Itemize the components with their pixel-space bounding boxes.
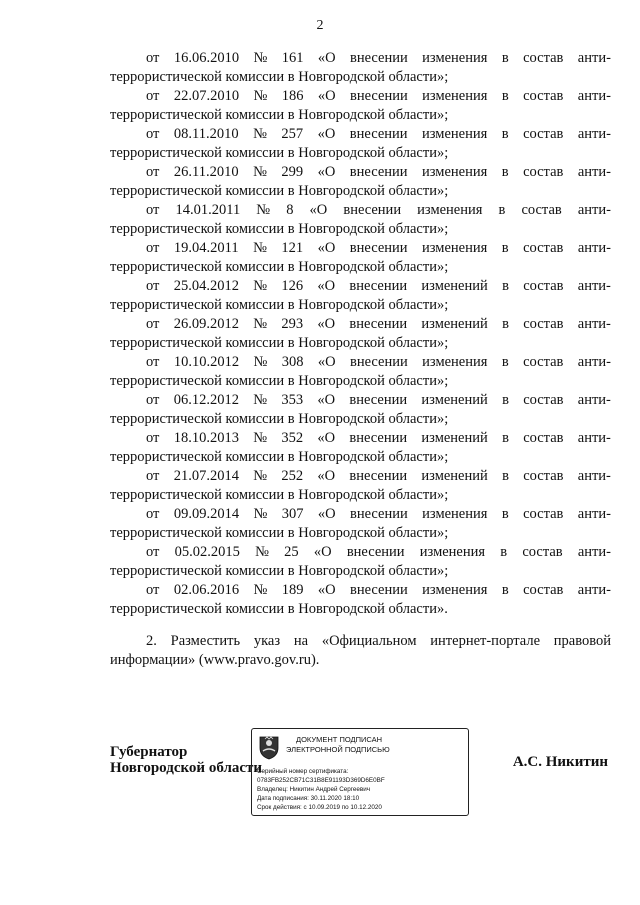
decree-word: 06.12.2012	[173, 392, 239, 408]
decree-word: 8	[286, 202, 294, 218]
decree-word: состав	[522, 544, 563, 560]
decree-word: в	[501, 50, 509, 66]
decree-word: 16.06.2010	[173, 50, 240, 66]
decree-word: изменения	[422, 582, 488, 598]
decree-word: анти-	[577, 164, 611, 180]
decree-word: в	[501, 126, 509, 142]
decree-word: анти-	[577, 506, 611, 522]
decree-entry-first-line	[110, 201, 611, 220]
decree-word: 293	[281, 316, 304, 332]
decree-entry-continuation: террористической комиссии в Новгородской области»;	[110, 221, 449, 237]
decree-word: от	[146, 582, 160, 598]
decree-entry-first-line	[110, 277, 611, 296]
decree-word: анти-	[577, 126, 611, 142]
decree-list	[110, 49, 611, 619]
stamp-cert-number: 0783FB252CB71C31B8E91193D369D6E0BF	[257, 777, 385, 784]
decree-word: в	[502, 278, 509, 294]
item-2-first-line	[110, 632, 611, 651]
item-2-word: на	[293, 633, 309, 649]
decree-word: от	[146, 392, 160, 408]
item-2-word: интернет-портале	[430, 633, 541, 649]
signer-name: А.С. Никитин	[512, 754, 608, 770]
decree-word: внесении	[349, 430, 408, 446]
decree-entry-continuation: террористической комиссии в Новгородской области»;	[110, 69, 449, 85]
decree-entry-continuation: террористической комиссии в Новгородской области»;	[110, 107, 449, 123]
item-2-word: указ	[253, 633, 281, 649]
decree-word: «О	[317, 316, 336, 332]
decree-word: внесении	[349, 164, 408, 180]
decree-entry-continuation: террористической комиссии в Новгородской области»;	[110, 259, 449, 275]
decree-word: внесении	[350, 506, 408, 522]
decree-word: 10.10.2012	[173, 354, 240, 370]
decree-word: изменения	[422, 164, 488, 180]
decree-word: 22.07.2010	[173, 88, 240, 104]
signatory-title-line2: Новгородской области	[110, 760, 263, 776]
decree-word: состав	[523, 582, 564, 598]
decree-entry	[110, 239, 611, 277]
decree-word: «О	[317, 430, 336, 446]
decree-word: 09.09.2014	[173, 506, 240, 522]
decree-entry-first-line	[110, 391, 611, 410]
decree-entry-first-line	[110, 87, 611, 106]
decree-word: состав	[523, 354, 564, 370]
decree-entry	[110, 543, 611, 581]
decree-word: в	[500, 544, 508, 560]
decree-word: в	[501, 164, 509, 180]
item-2-word: 2.	[146, 633, 157, 649]
decree-word: №	[253, 164, 267, 180]
decree-word: внесении	[350, 354, 408, 370]
decree-word: от	[146, 468, 160, 484]
decree-word: анти-	[577, 392, 611, 408]
decree-word: изменения	[422, 240, 488, 256]
decree-word: состав	[523, 316, 564, 332]
decree-word: «О	[317, 354, 336, 370]
decree-word: в	[501, 240, 509, 256]
decree-word: внесении	[350, 88, 408, 104]
decree-entry	[110, 391, 611, 429]
decree-word: 186	[281, 88, 304, 104]
decree-entry-continuation: террористической комиссии в Новгородской области»;	[110, 563, 449, 579]
decree-word: в	[501, 88, 509, 104]
decree-word: №	[256, 202, 271, 218]
decree-word: №	[253, 468, 268, 484]
decree-entry-first-line	[110, 239, 611, 258]
decree-word: 352	[281, 430, 304, 446]
decree-word: «О	[317, 392, 336, 408]
decree-word: анти-	[577, 240, 611, 256]
decree-word: «О	[317, 50, 336, 66]
decree-word: от	[146, 316, 160, 332]
decree-word: «О	[317, 278, 336, 294]
decree-word: 26.11.2010	[173, 164, 239, 180]
decree-word: «О	[317, 582, 336, 598]
decree-entry	[110, 277, 611, 315]
decree-word: «О	[317, 468, 336, 484]
decree-word: внесении	[350, 582, 408, 598]
decree-entry-first-line	[110, 315, 611, 334]
item-2-second-line: информации» (www.pravo.gov.ru).	[110, 652, 320, 668]
decree-word: анти-	[577, 354, 611, 370]
decree-entry	[110, 49, 611, 87]
decree-word: 21.07.2014	[173, 468, 239, 484]
decree-word: внесении	[349, 126, 408, 142]
decree-word: 25.04.2012	[173, 278, 239, 294]
decree-entry	[110, 467, 611, 505]
decree-word: изменения	[417, 202, 483, 218]
decree-word: «О	[309, 202, 328, 218]
decree-word: «О	[317, 506, 336, 522]
decree-word: внесении	[349, 392, 408, 408]
decree-word: 257	[281, 126, 304, 142]
decree-entry	[110, 429, 611, 467]
signatory-title-line1: Губернатор	[110, 744, 188, 760]
decree-entry-first-line	[110, 581, 611, 600]
decree-word: №	[253, 278, 268, 294]
decree-entry	[110, 353, 611, 391]
stamp-details	[257, 767, 385, 812]
stamp-cert-label: Серийный номер сертификата:	[257, 768, 349, 775]
decree-word: внесении	[349, 240, 408, 256]
decree-word: №	[253, 506, 268, 522]
decree-entry-continuation: террористической комиссии в Новгородской области»;	[110, 335, 449, 351]
decree-word: изменения	[422, 126, 488, 142]
decree-word: в	[502, 316, 509, 332]
item-2-word: правовой	[553, 633, 611, 649]
decree-word: от	[146, 50, 160, 66]
decree-entry-first-line	[110, 125, 611, 144]
decree-word: изменений	[421, 316, 488, 332]
decree-word: 308	[281, 354, 304, 370]
decree-word: состав	[523, 468, 564, 484]
decree-entry-first-line	[110, 505, 611, 524]
decree-word: от	[146, 278, 160, 294]
decree-entry-first-line	[110, 467, 611, 486]
decree-entry	[110, 315, 611, 353]
decree-word: 126	[281, 278, 304, 294]
decree-word: внесении	[349, 278, 408, 294]
decree-word: в	[501, 582, 509, 598]
decree-entry-continuation: террористической комиссии в Новгородской области»;	[110, 297, 449, 313]
decree-word: 307	[281, 506, 304, 522]
decree-word: 189	[281, 582, 304, 598]
item-2-paragraph	[110, 632, 611, 670]
decree-entry-continuation: террористической комиссии в Новгородской области».	[110, 601, 448, 617]
decree-word: 08.11.2010	[173, 126, 239, 142]
stamp-header	[286, 735, 390, 755]
decree-entry-continuation: террористической комиссии в Новгородской области»;	[110, 411, 449, 427]
decree-word: в	[502, 468, 509, 484]
decree-word: анти-	[577, 202, 611, 218]
signatory-title	[110, 744, 262, 776]
decree-word: состав	[523, 392, 564, 408]
decree-word: 121	[281, 240, 304, 256]
decree-word: в	[502, 430, 509, 446]
decree-word: №	[253, 88, 268, 104]
decree-word: №	[253, 240, 267, 256]
decree-word: изменения	[419, 544, 486, 560]
decree-entry	[110, 505, 611, 543]
decree-word: изменений	[421, 392, 488, 408]
decree-word: в	[501, 506, 509, 522]
decree-entry-continuation: террористической комиссии в Новгородской области»;	[110, 525, 449, 541]
decree-entry-first-line	[110, 353, 611, 372]
decree-word: «О	[317, 164, 336, 180]
decree-word: от	[146, 202, 160, 218]
stamp-validity: Срок действия: с 10.09.2019 по 10.12.2020	[257, 804, 382, 811]
decree-word: изменений	[421, 468, 488, 484]
decree-word: анти-	[577, 88, 611, 104]
decree-word: 19.04.2011	[173, 240, 239, 256]
decree-word: внесении	[343, 202, 402, 218]
decree-word: состав	[523, 126, 564, 142]
decree-word: внесении	[346, 544, 405, 560]
decree-word: изменения	[422, 354, 488, 370]
stamp-signed-date: Дата подписания: 30.11.2020 18:10	[257, 795, 360, 802]
decree-word: от	[146, 506, 160, 522]
decree-word: анти-	[577, 430, 611, 446]
stamp-header-line2: ЭЛЕКТРОННОЙ ПОДПИСЬЮ	[286, 745, 390, 754]
decree-word: 25	[284, 544, 299, 560]
decree-word: анти-	[577, 50, 611, 66]
decree-entry-first-line	[110, 429, 611, 448]
decree-word: состав	[521, 202, 562, 218]
decree-word: 05.02.2015	[174, 544, 240, 560]
item-2-word: «Официальном	[321, 633, 417, 649]
decree-word: №	[253, 316, 268, 332]
decree-word: изменений	[421, 430, 488, 446]
page-number: 2	[316, 18, 324, 33]
decree-word: в	[502, 392, 509, 408]
decree-word: 252	[281, 468, 304, 484]
decree-word: состав	[523, 240, 564, 256]
decree-entry-first-line	[110, 163, 611, 182]
decree-word: внесении	[350, 50, 408, 66]
decree-word: от	[146, 240, 160, 256]
electronic-signature-stamp	[251, 728, 469, 816]
decree-word: состав	[523, 278, 564, 294]
decree-word: 18.10.2013	[173, 430, 239, 446]
decree-word: от	[146, 126, 160, 142]
decree-word: 161	[281, 50, 304, 66]
decree-entry	[110, 125, 611, 163]
decree-word: «О	[317, 240, 336, 256]
decree-word: состав	[523, 506, 564, 522]
decree-word: №	[253, 392, 268, 408]
decree-word: изменения	[422, 506, 488, 522]
coat-of-arms-icon	[258, 734, 280, 760]
decree-word: №	[253, 126, 267, 142]
decree-word: от	[146, 164, 160, 180]
decree-word: анти-	[577, 468, 611, 484]
decree-entry-continuation: террористической комиссии в Новгородской области»;	[110, 373, 449, 389]
decree-word: №	[253, 430, 268, 446]
decree-word: внесении	[349, 468, 408, 484]
decree-word: от	[146, 544, 160, 560]
decree-word: анти-	[577, 316, 611, 332]
decree-word: от	[146, 88, 160, 104]
decree-entry	[110, 201, 611, 239]
decree-entry-continuation: террористической комиссии в Новгородской области»;	[110, 145, 449, 161]
decree-entry	[110, 87, 611, 125]
decree-word: «О	[317, 88, 336, 104]
decree-word: №	[253, 582, 268, 598]
decree-word: в	[498, 202, 506, 218]
decree-word: анти-	[577, 582, 611, 598]
decree-entry-first-line	[110, 49, 611, 68]
decree-word: от	[146, 354, 160, 370]
decree-word: состав	[523, 430, 564, 446]
decree-word: состав	[523, 88, 564, 104]
decree-word: анти-	[577, 278, 611, 294]
decree-entry	[110, 581, 611, 619]
decree-word: изменений	[421, 278, 488, 294]
decree-word: изменения	[422, 50, 488, 66]
decree-word: состав	[523, 164, 564, 180]
decree-word: №	[253, 354, 268, 370]
decree-word: 299	[281, 164, 304, 180]
decree-word: «О	[313, 544, 332, 560]
decree-word: от	[146, 430, 160, 446]
decree-word: «О	[317, 126, 336, 142]
item-2-word: Разместить	[170, 633, 241, 649]
stamp-owner: Владелец: Никитин Андрей Сергеевич	[257, 786, 371, 793]
decree-word: внесении	[349, 316, 408, 332]
decree-word: состав	[523, 50, 564, 66]
decree-word: 353	[281, 392, 304, 408]
decree-entry	[110, 163, 611, 201]
decree-word: в	[501, 354, 509, 370]
stamp-header-line1: ДОКУМЕНТ ПОДПИСАН	[296, 735, 383, 744]
decree-word: 14.01.2011	[175, 202, 241, 218]
decree-entry-continuation: террористической комиссии в Новгородской области»;	[110, 487, 449, 503]
decree-word: №	[255, 544, 269, 560]
decree-word: 26.09.2012	[173, 316, 239, 332]
decree-entry-first-line	[110, 543, 611, 562]
decree-word: анти-	[577, 544, 611, 560]
decree-entry-continuation: террористической комиссии в Новгородской области»;	[110, 183, 449, 199]
decree-word: 02.06.2016	[173, 582, 240, 598]
decree-entry-continuation: террористической комиссии в Новгородской области»;	[110, 449, 449, 465]
decree-word: №	[253, 50, 268, 66]
decree-word: изменения	[422, 88, 488, 104]
